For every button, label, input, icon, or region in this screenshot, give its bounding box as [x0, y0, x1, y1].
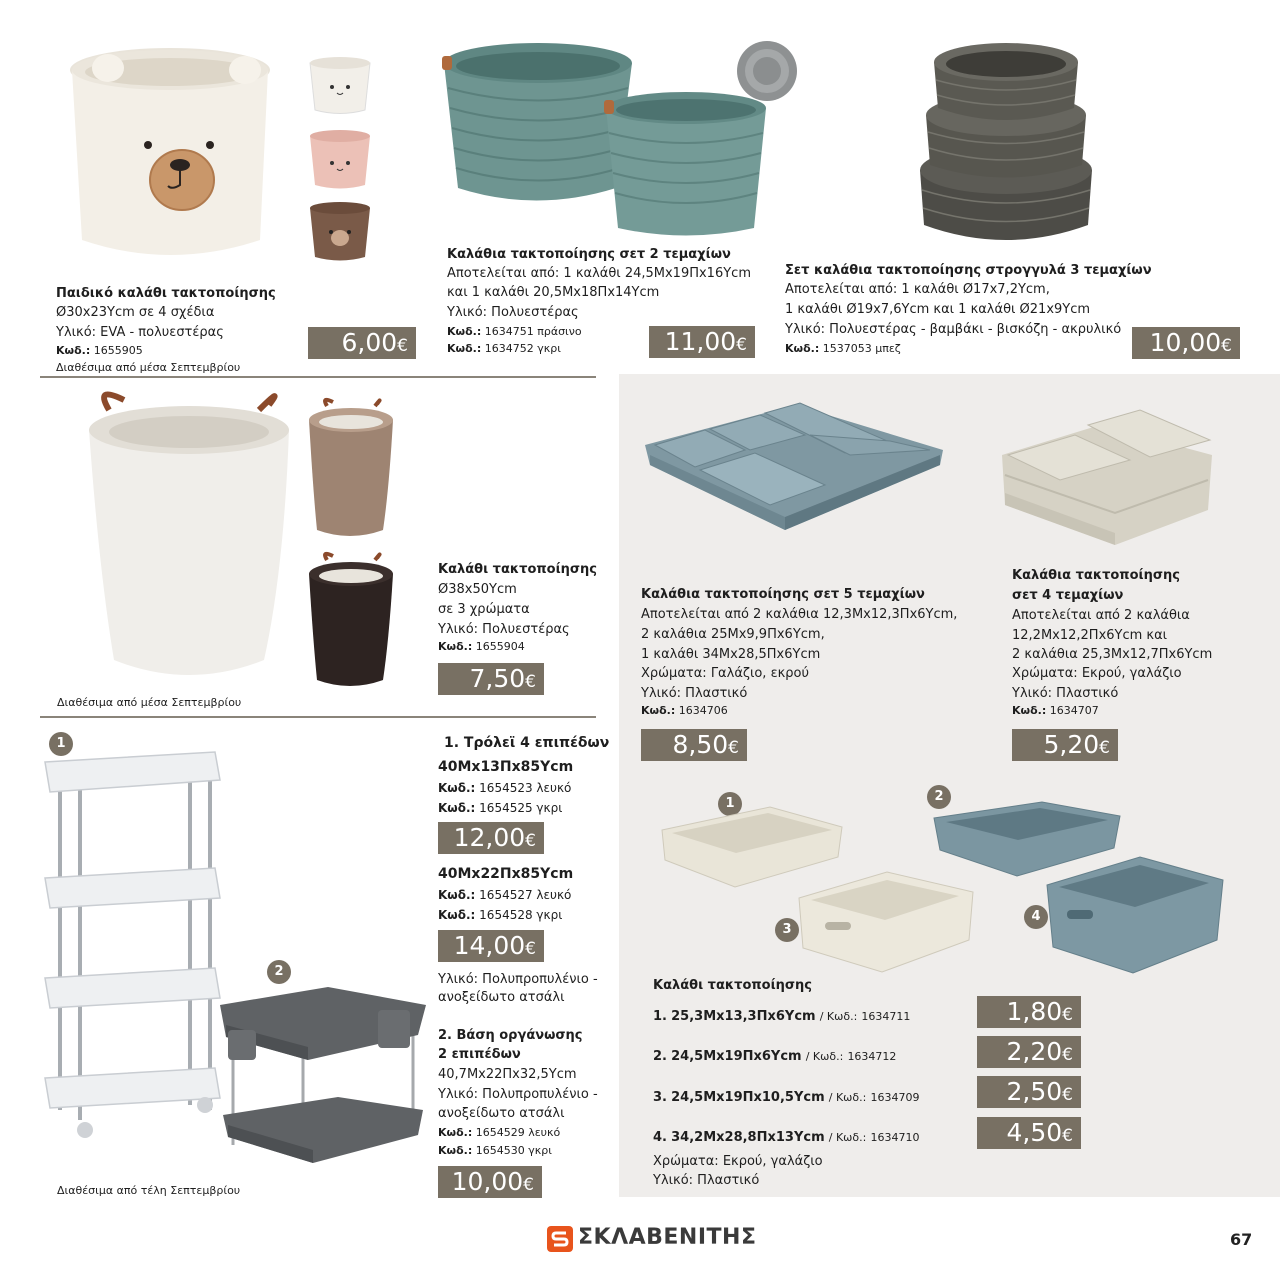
set4-title: Καλάθια τακτοποίησης: [1012, 568, 1180, 583]
trolley-v1-code1: Κωδ.: 1654523 λευκό: [438, 781, 572, 795]
organizer-badge: 2: [267, 960, 291, 984]
kids-basket-price: 6,00€: [308, 327, 416, 359]
set4-material: Υλικό: Πλαστικό: [1012, 686, 1119, 701]
cat-pink-basket-image: [305, 128, 375, 190]
set3-material: Υλικό: Πολυεστέρας - βαμβάκι - βισκόζη - ακρυλικό: [785, 322, 1122, 337]
divider-middle: [40, 716, 596, 718]
set4-colors: Χρώματα: Εκρού, γαλάζιο: [1012, 666, 1182, 681]
small-basket-row-4: 4. 34,2Μx28,8Πx13Υcm / Κωδ.: 1634710: [653, 1130, 920, 1145]
trolley-v2-code2: Κωδ.: 1654528 γκρι: [438, 908, 563, 922]
kids-basket-size: Ø30x23Υcm σε 4 σχέδια: [56, 305, 215, 320]
set2-title: Καλάθια τακτοποίησης σετ 2 τεμαχίων: [447, 247, 731, 262]
set5-colors: Χρώματα: Γαλάζιο, εκρού: [641, 666, 809, 681]
divider-top: [40, 376, 596, 378]
organizer-code2: Κωδ.: 1654530 γκρι: [438, 1144, 552, 1157]
kids-basket-title: Παιδικό καλάθι τακτοποίησης: [56, 286, 276, 301]
organizer-price: 10,00€: [438, 1166, 542, 1198]
laundry-availability: Διαθέσιμα από μέσα Σεπτεμβρίου: [57, 696, 242, 709]
set2-price: 11,00€: [649, 326, 755, 358]
set3-line2: 1 καλάθι Ø19x7,6Υcm και 1 καλάθι Ø21x9Υcm: [785, 302, 1091, 317]
trolley-v2-price: 14,00€: [438, 930, 544, 962]
laundry-title: Καλάθι τακτοποίησης: [438, 562, 597, 577]
small-basket-row-1: 1. 25,3Μx13,3Πx6Υcm / Κωδ.: 1634711: [653, 1009, 911, 1024]
set5-line3: 1 καλάθι 34Μx28,5Πx6Υcm: [641, 647, 821, 662]
white-laundry-basket-image: [84, 390, 294, 690]
organizer-material-b: ανοξείδωτο ατσάλι: [438, 1106, 565, 1121]
set2-code1: Κωδ.: 1634751 πράσινο: [447, 325, 582, 338]
small-basket-row-2: 2. 24,5Μx19Πx6Υcm / Κωδ.: 1634712: [653, 1049, 897, 1064]
ecru-tray-set-image: [1000, 405, 1215, 550]
set2-line1: Αποτελείται από: 1 καλάθι 24,5Μx19Πx16Υcm: [447, 266, 751, 281]
organizer-availability: Διαθέσιμα από τέλη Σεπτεμβρίου: [57, 1184, 241, 1197]
blue-tray-set-image: [645, 405, 945, 535]
brand-name: ΣΚΛΑΒΕΝΙΤΗΣ: [578, 1225, 757, 1250]
black-laundry-basket-image: [305, 550, 395, 690]
laundry-code: Κωδ.: 1655904: [438, 640, 525, 653]
small-basket-row-3: 3. 24,5Μx19Πx10,5Υcm / Κωδ.: 1634709: [653, 1090, 920, 1105]
white-trolley-image: [40, 750, 230, 1150]
set4-price: 5,20€: [1012, 729, 1118, 761]
set5-line1: Αποτελείται από 2 καλάθια 12,3Μx12,3Πx6Υcm,: [641, 607, 958, 622]
ecru-basket-3-image: [797, 870, 975, 975]
set5-line2: 2 καλάθια 25Μx9,9Πx6Υcm,: [641, 627, 825, 642]
organizer-material-a: Υλικό: Πολυπροπυλένιο -: [438, 1087, 598, 1102]
grey-organizer-image: [218, 985, 428, 1170]
small-baskets-material: Υλικό: Πλαστικό: [653, 1173, 760, 1188]
organizer-title-b: 2 επιπέδων: [438, 1047, 521, 1062]
cat-white-basket-image: [305, 55, 375, 115]
set5-code: Κωδ.: 1634706: [641, 704, 728, 717]
blue-basket-4-image: [1045, 855, 1225, 975]
green-rope-baskets-image: [436, 38, 776, 238]
small-basket-price-2: 2,20€: [977, 1036, 1081, 1068]
set4-title2: σετ 4 τεμαχίων: [1012, 588, 1124, 603]
small-basket-badge-4: 4: [1024, 905, 1048, 929]
laundry-size: Ø38x50Υcm: [438, 582, 517, 597]
set4-line3: 2 καλάθια 25,3Μx12,7Πx6Υcm: [1012, 647, 1213, 662]
small-basket-badge-2: 2: [927, 785, 951, 809]
set2-code2: Κωδ.: 1634752 γκρι: [447, 342, 561, 355]
bear-basket-image: [60, 40, 300, 280]
small-basket-badge-3: 3: [775, 918, 799, 942]
small-basket-price-4: 4,50€: [977, 1117, 1081, 1149]
round-baskets-stack-image: [918, 40, 1094, 250]
set5-title: Καλάθια τακτοποίησης σετ 5 τεμαχίων: [641, 587, 925, 602]
set3-title: Σετ καλάθια τακτοποίησης στρογγυλά 3 τεμαχίων: [785, 263, 1152, 278]
set5-material: Υλικό: Πλαστικό: [641, 686, 748, 701]
organizer-code1: Κωδ.: 1654529 λευκό: [438, 1126, 561, 1139]
organizer-title-a: 2. Βάση οργάνωσης: [438, 1028, 583, 1043]
small-basket-price-3: 2,50€: [977, 1076, 1081, 1108]
brand-logo-icon: [547, 1226, 573, 1252]
trolley-v2-size: 40Μx22Πx85Υcm: [438, 866, 574, 882]
small-basket-price-1: 1,80€: [977, 996, 1081, 1028]
set3-code: Κωδ.: 1537053 μπεζ: [785, 342, 901, 355]
kids-basket-code: Κωδ.: 1655905: [56, 344, 143, 357]
set2-material: Υλικό: Πολυεστέρας: [447, 305, 579, 320]
trolley-v1-price: 12,00€: [438, 822, 544, 854]
trolley-title: 1. Τρόλεϊ 4 επιπέδων: [444, 735, 610, 751]
small-baskets-colors: Χρώματα: Εκρού, γαλάζιο: [653, 1154, 823, 1169]
kids-basket-material: Υλικό: EVA - πολυεστέρας: [56, 325, 224, 340]
kids-basket-availability: Διαθέσιμα από μέσα Σεπτεμβρίου: [56, 361, 241, 374]
laundry-material: Υλικό: Πολυεστέρας: [438, 622, 570, 637]
grey-rope-basket-swatch: [736, 40, 798, 102]
set4-line2: 12,2Μx12,2Πx6Υcm και: [1012, 628, 1168, 643]
trolley-v2-code1: Κωδ.: 1654527 λευκό: [438, 888, 572, 902]
laundry-price: 7,50€: [438, 663, 544, 695]
page-number: 67: [1230, 1230, 1253, 1249]
trolley-v1-code2: Κωδ.: 1654525 γκρι: [438, 801, 563, 815]
set4-code: Κωδ.: 1634707: [1012, 704, 1099, 717]
set5-price: 8,50€: [641, 729, 747, 761]
set3-line1: Αποτελείται από: 1 καλάθι Ø17x7,2Υcm,: [785, 282, 1050, 297]
small-basket-badge-1: 1: [718, 792, 742, 816]
set2-line2: και 1 καλάθι 20,5Μx18Πx14Υcm: [447, 285, 660, 300]
set4-line1: Αποτελείται από 2 καλάθια: [1012, 608, 1190, 623]
bear-brown-basket-image: [305, 200, 375, 262]
trolley-v1-size: 40Μx13Πx85Υcm: [438, 759, 574, 775]
small-baskets-title: Καλάθι τακτοποίησης: [653, 978, 812, 993]
trolley-material-b: ανοξείδωτο ατσάλι: [438, 990, 565, 1005]
taupe-laundry-basket-image: [305, 400, 395, 540]
trolley-badge: 1: [49, 732, 73, 756]
organizer-size: 40,7Μx22Πx32,5Υcm: [438, 1067, 577, 1082]
set3-price: 10,00€: [1132, 327, 1240, 359]
trolley-material-a: Υλικό: Πολυπροπυλένιο -: [438, 972, 598, 987]
laundry-colors: σε 3 χρώματα: [438, 602, 530, 617]
